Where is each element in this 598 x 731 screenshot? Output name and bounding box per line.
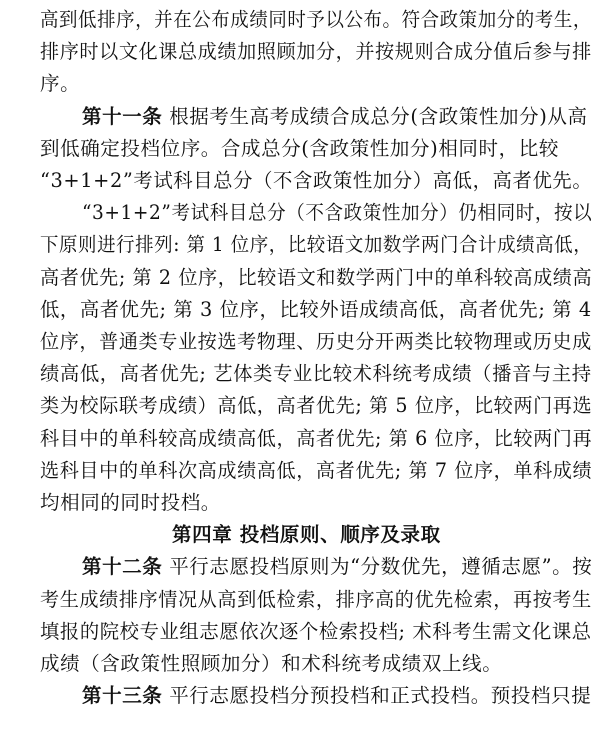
text-line	[40, 169, 592, 193]
text-run: 排序时以文化课总成绩加照顾加分，并按规则合成分值后参与排	[40, 40, 592, 64]
text-line	[40, 427, 592, 451]
text-run: 到低确定投档位序。合成总分(含政策性加分)相同时，比较	[40, 136, 559, 160]
text-line	[40, 362, 592, 386]
text-line	[40, 394, 592, 418]
text-line	[40, 40, 592, 64]
text-line	[82, 201, 592, 225]
text-run: 科目中的单科较高成绩高低，高者优先; 第 6 位序，比较两门再	[40, 426, 593, 450]
text-run: “3+1+2”考试科目总分（不含政策性加分）仍相同时，按以	[82, 201, 593, 225]
text-run: 类为校际联考成绩）高低，高者优先; 第 5 位序，比较两门再选	[40, 394, 593, 418]
article-11-line	[82, 105, 588, 129]
text-run: “3+1+2”考试科目总分（不含政策性加分）高低，高者优先。	[40, 169, 593, 192]
text-run: 位序，普通类专业按选考物理、历史分开两类比较物理或历史成	[40, 330, 592, 353]
article-number: 第十一条	[82, 104, 163, 128]
text-line	[40, 588, 592, 612]
text-line	[40, 298, 592, 322]
text-line	[40, 330, 592, 354]
article-number: 第十三条	[82, 684, 163, 708]
text-line	[40, 266, 592, 290]
text-run: 平行志愿投档分预投档和正式投档。预投档只提	[162, 684, 592, 708]
text-run: 根据考生高考成绩合成总分(含政策性加分)从高	[162, 104, 588, 128]
text-run: 高者优先; 第 2 位序，比较语文和数学两门中的单科较高成绩高	[40, 265, 593, 289]
text-run: 选科目中的单科次高成绩高低，高者优先; 第 7 位序，单科成绩	[40, 458, 593, 482]
text-line	[40, 652, 502, 676]
text-run: 平行志愿投档原则为“分数优先，遵循志愿”。按	[162, 555, 593, 579]
text-line	[40, 137, 559, 161]
text-run: 成绩（含政策性照顾加分）和术科统考成绩双上线。	[40, 652, 503, 675]
chapter-heading	[172, 523, 441, 547]
text-line	[40, 72, 80, 96]
text-line	[40, 491, 221, 515]
text-run: 填报的院校专业组志愿依次逐个检索投档; 术科考生需文化课总	[40, 619, 592, 643]
text-line	[40, 233, 592, 257]
article-12-line	[82, 555, 592, 579]
text-run: 高到低排序，并在公布成绩同时予以公布。符合政策加分的考生，	[40, 8, 592, 31]
article-13-line	[82, 684, 591, 708]
text-run: 下原则进行排列: 第 1 位序，比较语文加数学两门合计成绩高低，	[40, 233, 593, 257]
text-line	[40, 459, 592, 483]
text-run: 序。	[40, 72, 81, 96]
text-line	[40, 620, 592, 644]
text-run: 低，高者优先; 第 3 位序，比较外语成绩高低，高者优先; 第 4	[40, 297, 592, 321]
text-line	[40, 8, 592, 32]
chapter-title: 第四章 投档原则、顺序及录取	[172, 523, 441, 547]
text-run: 考生成绩排序情况从高到低检索，排序高的优先检索，再按考生	[40, 587, 592, 611]
text-run: 绩高低，高者优先; 艺体类专业比较术科统考成绩（播音与主持	[40, 362, 592, 386]
text-run: 均相同的同时投档。	[40, 491, 221, 514]
article-number: 第十二条	[82, 555, 163, 579]
